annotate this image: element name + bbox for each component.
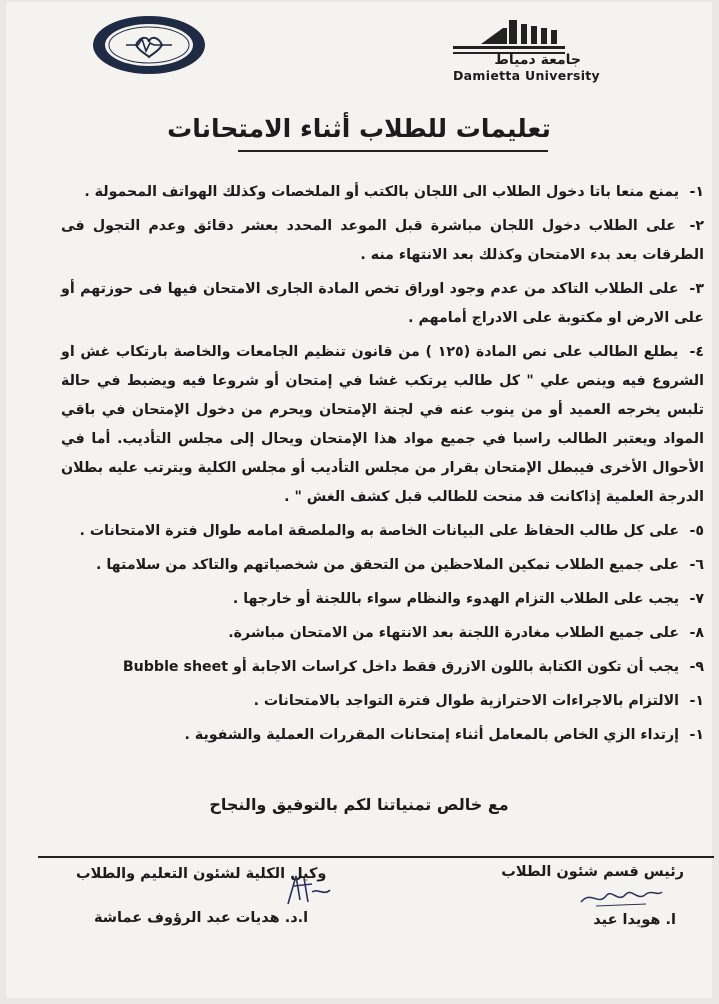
- item-number: ٦-: [689, 557, 704, 573]
- list-item: [61, 619, 704, 648]
- university-logo: [441, 16, 641, 84]
- item-number: ٨-: [689, 625, 704, 641]
- item-text: يجب أن تكون الكتابة باللون الازرق فقط داخل كراسات الاجابة أو Bubble sheet: [122, 659, 680, 675]
- list-item: [61, 687, 704, 716]
- signature-right-title: رئيس قسم شئون الطلاب: [501, 864, 684, 880]
- university-name-en: Damietta University: [453, 68, 601, 83]
- signature-right-name: ا. هويدا عيد: [593, 912, 676, 928]
- handwritten-signature-right: [576, 882, 666, 912]
- list-item: [61, 653, 704, 682]
- item-text: على كل طالب الحفاظ على البيانات الخاصة به والملصقة امامه طوال فترة الامتحانات .: [79, 523, 680, 539]
- item-text: إرتداء الزي الخاص بالمعامل أثناء إمتحانات المقررات العملية والشفوية .: [184, 727, 680, 743]
- list-item: [61, 551, 704, 580]
- handwritten-signature-left: [278, 870, 338, 910]
- item-number: ٣-: [689, 281, 704, 297]
- title-underline: [238, 150, 548, 152]
- item-number: ٢-: [689, 218, 704, 234]
- list-item: [61, 275, 704, 333]
- faculty-seal: [90, 14, 208, 76]
- item-number: ١-: [689, 727, 704, 743]
- item-number: ٧-: [689, 591, 704, 607]
- item-text: الالتزام بالاجراءات الاحترازية طوال فترة التواجد بالامتحانات .: [253, 693, 680, 709]
- list-item: [61, 517, 704, 546]
- item-text: على جميع الطلاب مغادرة اللجنة بعد الانتهاء من الامتحان مباشرة.: [228, 625, 680, 641]
- faculty-seal-icon: [90, 14, 208, 76]
- divider: [38, 856, 714, 858]
- item-text: يمنع منعا باتا دخول الطلاب الى اللجان بالكتب أو الملخصات وكذلك الهواتف المحمولة .: [84, 184, 680, 200]
- item-text: يجب على الطلاب التزام الهدوء والنظام سواء باللجنة أو خارجها .: [232, 591, 680, 607]
- item-number: ٤-: [689, 344, 704, 360]
- item-number: ٩-: [689, 659, 704, 675]
- item-number: ١-: [689, 184, 704, 200]
- item-number: ١-: [689, 693, 704, 709]
- list-item: [61, 178, 704, 207]
- closing-line: مع خالص تمنياتنا لكم بالتوفيق والنجاح: [209, 795, 509, 814]
- signature-left-title: وكيل الكلية لشئون التعليم والطلاب: [76, 866, 327, 882]
- list-item: [61, 212, 704, 270]
- university-name-ar: جامعة دمياط: [494, 52, 581, 68]
- page-title: تعليمات للطلاب أثناء الامتحانات: [167, 114, 551, 143]
- document-page: [6, 2, 712, 998]
- list-item: [61, 721, 704, 750]
- item-text: على الطلاب دخول اللجان مباشرة قبل الموعد المحدد بعشر دقائق وعدم التجول فى الطرقات بعد بدء الامتحان وكذلك بعد الانتهاء منه .: [61, 218, 704, 263]
- list-item: [61, 338, 704, 512]
- list-item: [61, 585, 704, 614]
- item-text: على الطلاب التاكد من عدم وجود اوراق تخص المادة الجارى الامتحان فيها فى حوزتهم أو على الارض او مكتوبة على الادراج أمامهم .: [61, 281, 704, 326]
- item-text: يطلع الطالب على نص المادة (١٢٥ ) من قانون تنظيم الجامعات والخاصة بارتكاب غش او الشروع فيه وينص علي " كل طالب يرتكب غشا في إمتحان أو شروعا فيه ويضبط في حالة تلبس يخرجه العميد أو من ينوب عنه في لجنة الإمتحان ويحرم من دخول الإمتحان في باقي المواد ويعتبر الطالب راسبا في جميع مواد هذا الإمتحان ويحال إلى مجلس التأديب. أما في الأحوال الأخرى فيبطل الإمتحان بقرار من مجلس التأديب أو مجلس الكلية ويترتب عليه بطلان الدرجة العلمية إذاكانت قد منحت للطالب قبل كشف الغش " .: [61, 344, 704, 505]
- item-text: على جميع الطلاب تمكين الملاحظين من التحقق من شخصياتهم والتاكد من سلامتها .: [96, 557, 680, 573]
- instructions-list: [61, 178, 704, 755]
- item-number: ٥-: [689, 523, 704, 539]
- signature-left-name: ا.د. هديات عبد الرؤوف عماشة: [94, 910, 309, 926]
